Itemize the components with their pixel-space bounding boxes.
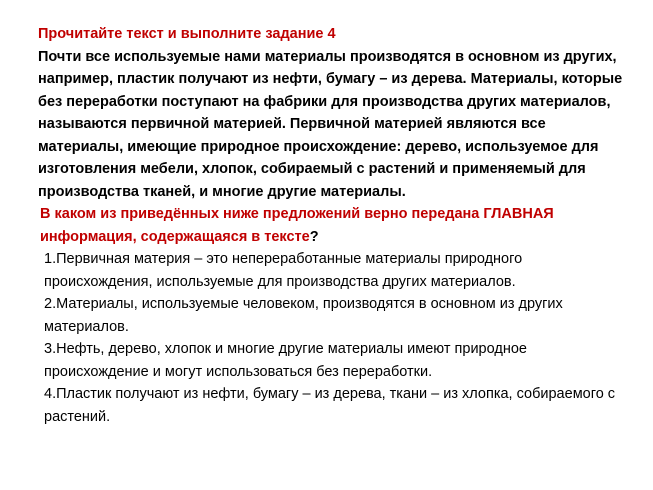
answer-option-3: 3.Нефть, дерево, хлопок и многие другие материалы имеют природное происхождение и могут использоваться без переработки. xyxy=(44,341,527,380)
answer-options xyxy=(38,248,628,428)
reading-passage: Почти все используемые нами материалы производятся в основном из других, например, пластик получают из нефти, бумагу – из дерева. Материалы, которые без переработки поступают на фабрики для производства других материалов, называются первичной материей. Первичной материей являются все материалы, имеющие природное происхождение: дерево, используемое для изготовления мебели, хлопок, собираемый с растений и применяемый для производства тканей, и многие другие материалы. xyxy=(38,48,623,200)
answer-option-1: 1.Первичная материя – это непереработанные материалы природного происхождения, используемые для производства других материалов. xyxy=(44,251,523,290)
question-text xyxy=(38,203,628,248)
answer-option-4: 4.Пластик получают из нефти, бумагу – из дерева, ткани – из хлопка, собираемого с растений. xyxy=(44,386,616,425)
answer-option-2: 2.Материалы, используемые человеком, производятся в основном из других материалов. xyxy=(44,296,563,335)
task-slide xyxy=(38,23,628,428)
task-heading: Прочитайте текст и выполните задание 4 xyxy=(38,26,336,42)
question-mark: ? xyxy=(309,228,319,245)
question-body: В каком из приведённых ниже предложений верно передана ГЛАВНАЯ информация, содержащаяся в тексте xyxy=(40,206,554,245)
